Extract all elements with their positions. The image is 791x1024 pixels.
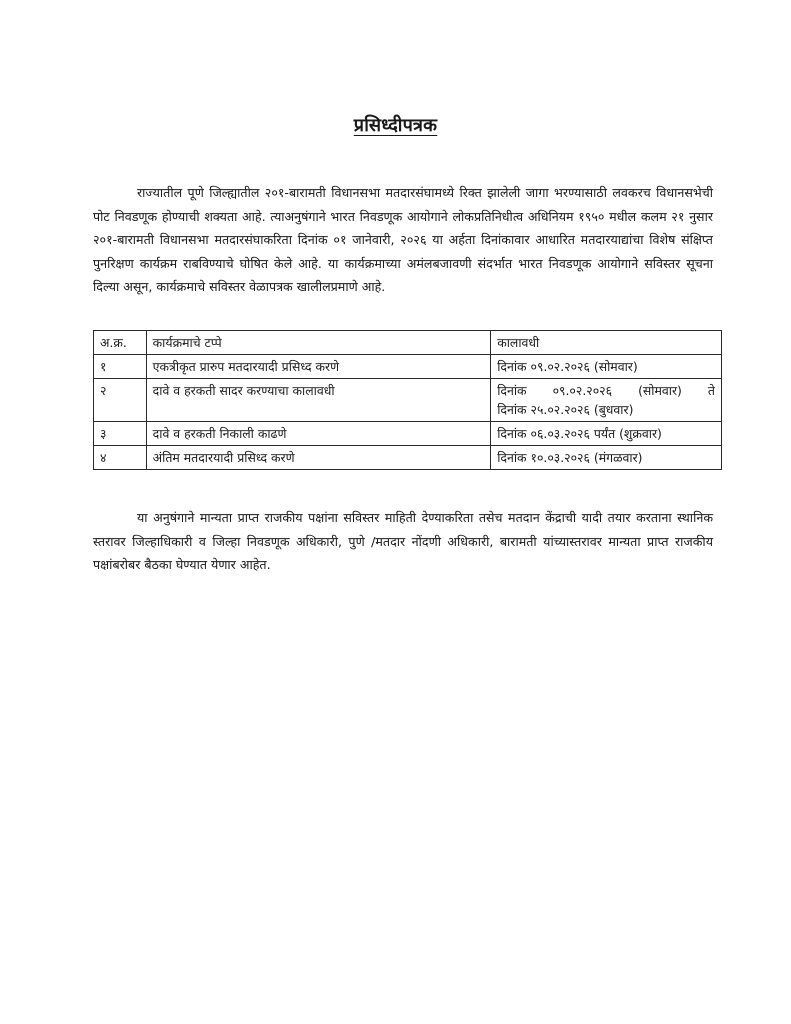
intro-paragraph: राज्यातील पूणे जिल्ह्यातील २०१-बारामती विधानसभा मतदारसंघामध्ये रिक्त झालेली जागा भरण्यासाठी लवकरच विधानसभेची पोट निवडणूक होण्याची शक्यता आहे. त्याअनुषंगाने भारत निवडणूक आयोगाने लोकप्रतिनिधीत्व अधिनियम १९५० मधील कलम २१ नुसार २०१-बारामती विधानसभा मतदारसंघाकरिता दिनांक ०१ जानेवारी, २०२६ या अर्हता दिनांकावार आधारित मतदारयाद्यांचा विशेष संक्षिप्त पुनरिक्षण कार्यक्रम राबविण्याचे घोषित केले आहे. या कार्यक्रमाच्या अमंलबजावणी संदर्भात भारत निवडणूक आयोगाने सविस्तर सूचना दिल्या असून, कार्यक्रमाचे सविस्तर वेळापत्रक खालीलप्रमाणे आहे. <box>93 185 713 295</box>
header-serial-no: अ.क्र. <box>94 331 147 355</box>
table-row <box>94 446 722 470</box>
closing-paragraph: या अनुषंगाने मान्यता प्राप्त राजकीय पक्षांना सविस्तर माहिती देण्याकरिता तसेच मतदान केंद्राची यादी तयार करताना स्थानिक स्तरावर जिल्हाधिकारी व जिल्हा निवडणूक अधिकारी, पुणे /मतदार नोंदणी अधिकारी, बारामती यांच्यास्तरावर मान्यता प्राप्त राजकीय पक्षांबरोबर बैठका घेण्यात येणार आहेत. <box>93 510 713 573</box>
row-period <box>491 446 722 470</box>
header-period: कालावधी <box>491 331 722 355</box>
row-stage: एकत्रीकृत प्रारुप मतदारयादी प्रसिध्द करणे <box>146 355 491 379</box>
row-stage: दावे व हरकती सादर करण्याचा कालावधी <box>146 379 491 422</box>
header-stage: कार्यक्रमाचे टप्पे <box>146 331 491 355</box>
page-title: प्रसिध्दीपत्रक <box>353 115 438 136</box>
row-period-line: दिनांक २५.०२.२०२६ (बुधवार) <box>497 402 634 417</box>
row-stage: दावे व हरकती निकाली काढणे <box>146 422 491 446</box>
row-period <box>491 379 722 422</box>
row-period-line: दिनांक ०६.०३.२०२६ पर्यंत (शुक्रवार) <box>497 426 662 441</box>
table-row <box>94 379 722 422</box>
row-period <box>491 422 722 446</box>
row-period-line: दिनांक ०९.०२.२०२६ (सोमवार) ते <box>497 383 715 398</box>
row-period <box>491 355 722 379</box>
row-serial-no: ४ <box>94 446 147 470</box>
schedule-table <box>93 330 722 470</box>
table-row <box>94 422 722 446</box>
table-row <box>94 355 722 379</box>
row-period-line: दिनांक ०९.०२.२०२६ (सोमवार) <box>497 359 638 374</box>
row-stage: अंतिम मतदारयादी प्रसिध्द करणे <box>146 446 491 470</box>
row-serial-no: २ <box>94 379 147 422</box>
table-header-row <box>94 331 722 355</box>
row-serial-no: १ <box>94 355 147 379</box>
row-serial-no: ३ <box>94 422 147 446</box>
row-period-line: दिनांक १०.०३.२०२६ (मंगळवार) <box>497 450 643 465</box>
